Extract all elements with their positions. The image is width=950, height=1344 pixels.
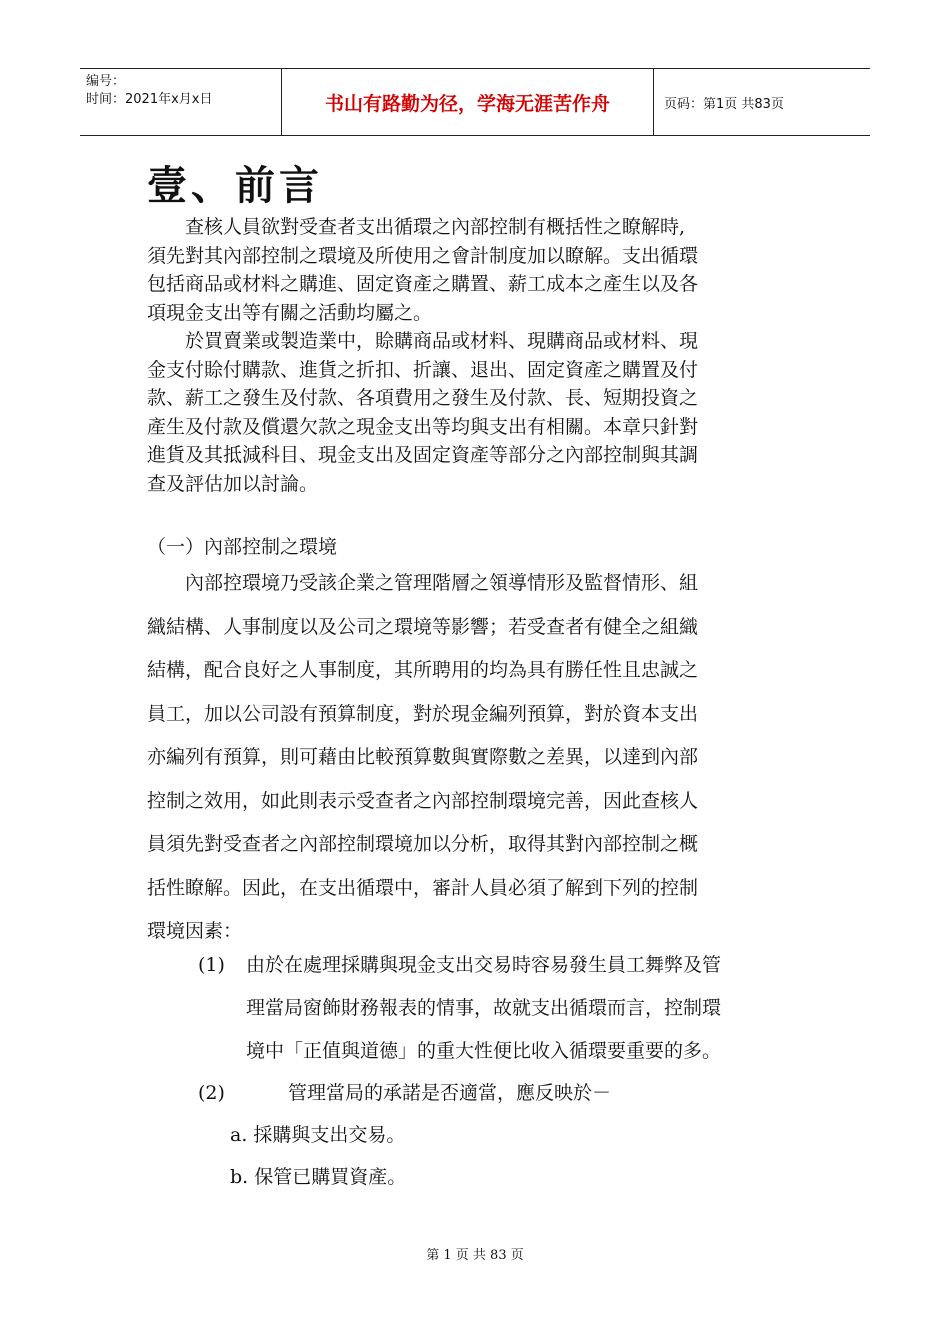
sub-item-a: a. 採購與支出交易。: [230, 1124, 406, 1146]
section-heading: （一）內部控制之環境: [147, 536, 338, 558]
paragraph-line: 於買賣業或製造業中，賒購商品或材料、現購商品或材料、現: [147, 330, 699, 352]
header-motto: 书山有路勤为径，学海无涯苦作舟: [282, 69, 654, 135]
paragraph-line: 環境因素：: [147, 920, 243, 942]
list-item-number: (2): [198, 1082, 225, 1104]
paragraph-line: 員須先對受查者之內部控制環境加以分析，取得其對內部控制之概: [147, 833, 699, 855]
header-time-label: 时间：2021年x月x日: [86, 92, 213, 107]
paragraph-3: [147, 562, 807, 954]
paragraph-line: 進貨及其抵減科目、現金支出及固定資產等部分之內部控制與其調: [147, 444, 699, 466]
header-meta: [80, 69, 282, 135]
paragraph-1: [147, 213, 807, 327]
header-page-info: 页码：第1页 共83页: [664, 96, 784, 112]
paragraph-line: 員工，加以公司設有預算制度，對於現金編列預算，對於資本支出: [147, 702, 699, 725]
paragraph-line: 織結構、人事制度以及公司之環境等影響；若受查者有健全之組織: [147, 615, 699, 638]
header-number-label: 编号：: [86, 74, 126, 89]
paragraph-line: 查核人員欲對受查者支出循環之內部控制有概括性之瞭解時,: [147, 216, 686, 238]
sub-item-b: b. 保管已購買資產。: [230, 1166, 407, 1188]
paragraph-line: 括性瞭解。因此，在支出循環中，審計人員必須了解到下列的控制: [147, 876, 699, 899]
list-item-line: 理當局窗飾財務報表的情事，故就支出循環而言，控制環: [246, 997, 722, 1019]
list-item-number: (1): [198, 954, 225, 976]
page-footer: 第 1 页 共 83 页: [426, 1248, 524, 1263]
list-item-text: 管理當局的承諾是否適當，應反映於－: [288, 1082, 612, 1104]
list-item-line: 由於在處理採購與現金支出交易時容易發生員工舞弊及管: [246, 954, 722, 976]
paragraph-line: 產生及付款及償還欠款之現金支出等均與支出有相關。本章只針對: [147, 415, 699, 438]
list-item-line: 境中「正值與道德」的重大性便比收入循環要重要的多。: [246, 1040, 722, 1062]
paragraph-line: 金支付賒付購款、進貨之折扣、折讓、退出、固定資產之購置及付: [147, 358, 699, 381]
paragraph-line: 亦編列有預算，則可藉由比較預算數與實際數之差異，以達到內部: [147, 746, 699, 768]
page-header: [80, 68, 870, 136]
list-item-body: [246, 944, 808, 1073]
paragraph-line: 查及評估加以討論。: [147, 472, 319, 495]
paragraph-line: 須先對其內部控制之環境及所使用之會計制度加以瞭解。支出循環: [147, 244, 699, 267]
page-title: 壹、前言: [147, 162, 323, 209]
paragraph-line: 包括商品或材料之購進、固定資產之購置、薪工成本之產生以及各: [147, 273, 699, 295]
paragraph-line: 控制之效用，如此則表示受查者之內部控制環境完善，因此查核人: [147, 789, 699, 812]
paragraph-line: 結構，配合良好之人事制度，其所聘用的均為具有勝任性且忠誠之: [147, 659, 699, 681]
paragraph-line: 項現金支出等有關之活動均屬之。: [147, 301, 433, 324]
paragraph-line: 內部控環境乃受該企業之管理階層之領導情形及監督情形、組: [147, 572, 699, 594]
paragraph-line: 款、薪工之發生及付款、各項費用之發生及付款、長、短期投資之: [147, 387, 699, 409]
paragraph-2: [147, 327, 807, 498]
